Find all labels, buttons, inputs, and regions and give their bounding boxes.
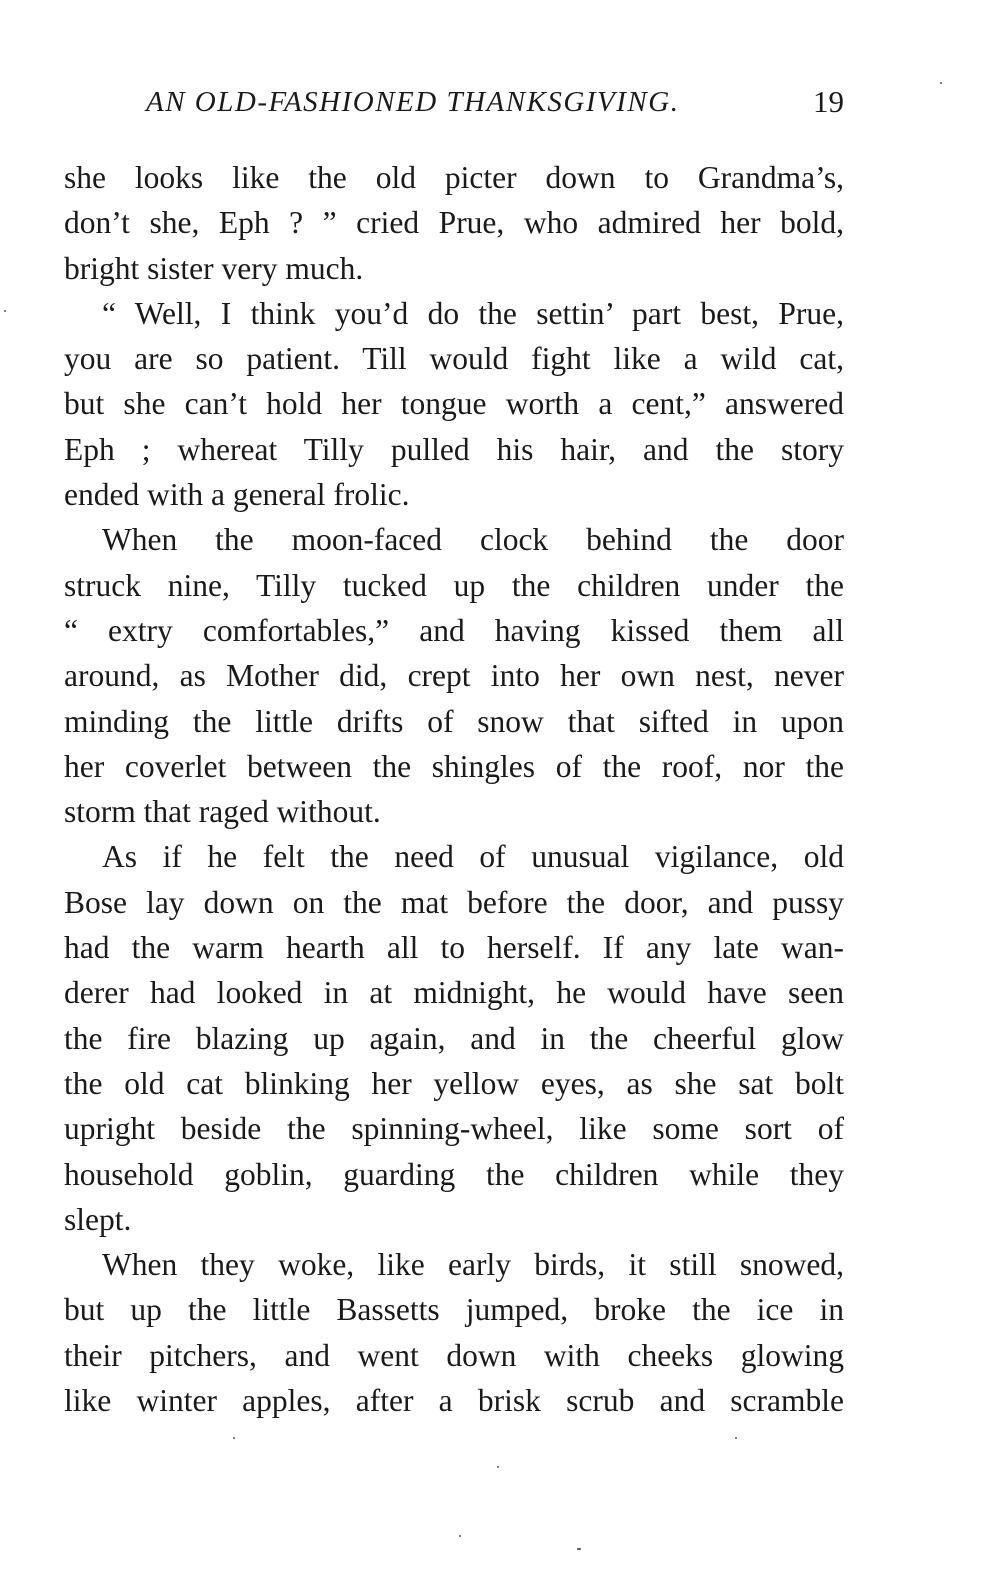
- text-line: Bose lay down on the mat before the door, and pussy: [64, 884, 844, 920]
- paragraph: [64, 291, 844, 517]
- text-line: bright sister very much.: [64, 250, 364, 286]
- text-line: upright beside the spinning-wheel, like some sort of: [64, 1111, 844, 1147]
- text-line: their pitchers, and went down with cheeks glowing: [64, 1337, 844, 1373]
- body-text: [64, 155, 844, 1423]
- text-line: When they woke, like early birds, it still snowed,: [102, 1247, 844, 1283]
- text-line: but she can’t hold her tongue worth a cent,” answered: [64, 386, 844, 422]
- text-line: ended with a general frolic.: [64, 477, 410, 513]
- print-speck: [497, 1466, 499, 1468]
- text-line: Eph ; whereat Tilly pulled his hair, and the story: [64, 431, 844, 467]
- paragraph: [64, 517, 844, 834]
- running-head: [64, 80, 844, 124]
- text-line: “ extry comfortables,” and having kissed them all: [64, 612, 844, 648]
- text-line: minding the little drifts of snow that sifted in upon: [64, 703, 844, 739]
- text-line: slept.: [64, 1201, 132, 1237]
- text-line: had the warm hearth all to herself. If any late wan-: [64, 930, 844, 966]
- text-line: you are so patient. Till would fight like a wild cat,: [64, 341, 844, 377]
- print-speck: [4, 310, 6, 312]
- print-speck: [577, 1548, 581, 1550]
- print-speck: [233, 1437, 235, 1439]
- print-speck: [459, 1535, 461, 1537]
- text-line: struck nine, Tilly tucked up the children under the: [64, 567, 844, 603]
- text-line: household goblin, guarding the children while they: [64, 1156, 844, 1192]
- text-line: like winter apples, after a brisk scrub and scramble: [64, 1383, 844, 1419]
- text-line: she looks like the old picter down to Grandma’s,: [64, 160, 844, 195]
- text-line: the old cat blinking her yellow eyes, as she sat bolt: [64, 1065, 844, 1101]
- text-line: around, as Mother did, crept into her own nest, never: [64, 658, 844, 694]
- text-line: storm that raged without.: [64, 794, 381, 830]
- paragraph: [64, 1242, 844, 1423]
- print-speck: [735, 1437, 737, 1439]
- running-title: AN OLD-FASHIONED THANKSGIVING.: [146, 86, 680, 118]
- text-line: “ Well, I think you’d do the settin’ part best, Prue,: [102, 295, 844, 331]
- text-line: her coverlet between the shingles of the roof, nor the: [64, 748, 844, 784]
- text-line: derer had looked in at midnight, he would have seen: [64, 975, 844, 1011]
- page-number: 19: [813, 84, 844, 119]
- text-line: but up the little Bassetts jumped, broke the ice in: [64, 1292, 844, 1328]
- text-line: As if he felt the need of unusual vigilance, old: [102, 839, 844, 875]
- paragraph: [64, 834, 844, 1242]
- print-speck: [940, 82, 942, 84]
- text-line: the fire blazing up again, and in the cheerful glow: [64, 1020, 844, 1056]
- text-line: don’t she, Eph ? ” cried Prue, who admired her bold,: [64, 205, 844, 241]
- text-line: When the moon-faced clock behind the door: [102, 522, 844, 558]
- paragraph: [64, 155, 844, 291]
